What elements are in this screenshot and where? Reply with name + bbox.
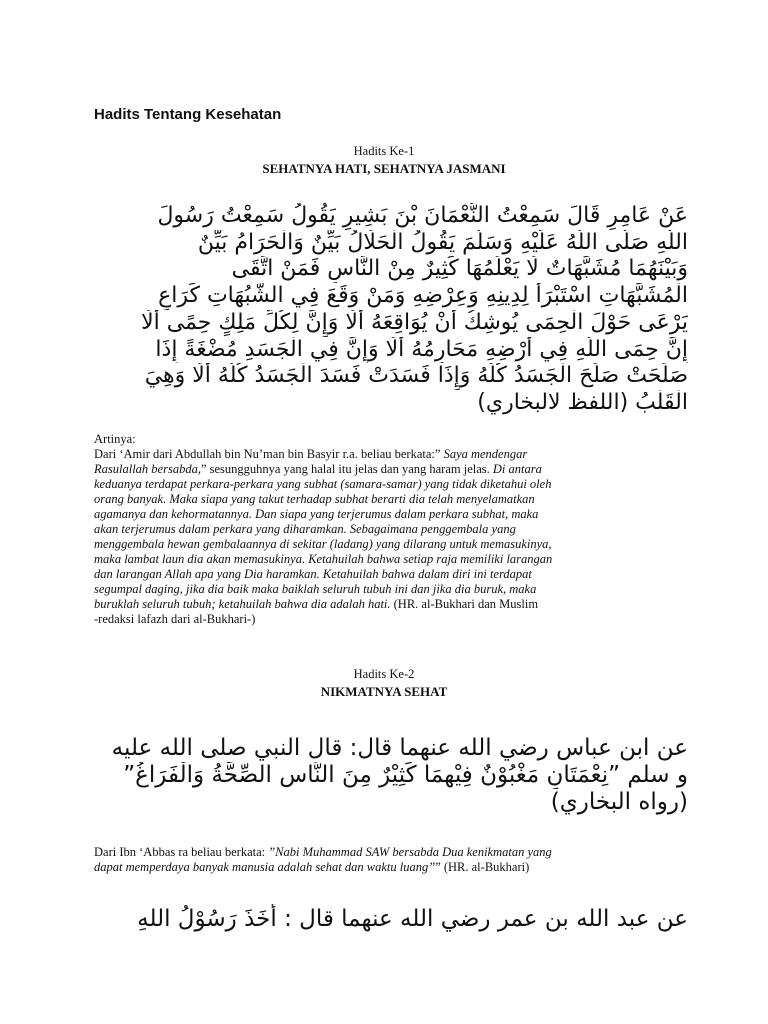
translation-line (94, 845, 684, 860)
arabic-line: عن ابن عباس رضي الله عنهما قال: قال النبي صلى الله عليه (111, 735, 688, 761)
translation-line (94, 477, 684, 492)
translation-text: keduanya terdapat perkara-perkara yang subhat (samara-samar) yang tidak diketahui oleh (94, 477, 552, 491)
arabic-line: (رواه البخاري) (550, 789, 688, 815)
arabic-line: عن عبد الله بن عمر رضي الله عنهما قال : أَخَذَ رَسُوْلُ اللهِ (137, 906, 688, 932)
translation-text: dan larangan Allah apa yang Dia haramkan. Ketahuilah bahwa dalam diri ini terdapat (94, 567, 532, 581)
translation-text: Dari ‘Amir dari Abdullah bin Nu’man bin Basyir r.a. beliau berkata:” (94, 447, 444, 461)
hadith-1-heading: SEHATNYA HATI, SEHATNYA JASMANI (262, 161, 506, 176)
hadith-1-translation (94, 447, 684, 627)
translation-line (94, 567, 684, 582)
arabic-line: وَبَيْنَهُمَا مُشَبَّهَاتٌ لَا يَعْلَمُهَا كَثِيرٌ مِنْ النَّاسِ فَمَنْ اتَّقَى (231, 256, 688, 282)
hadith-2-translation (94, 845, 684, 875)
hadith-3-arabic-text (84, 904, 688, 934)
translation-line (94, 492, 684, 507)
hadith-1-arabic-text (84, 203, 688, 417)
translation-text: akan terjerumus dalam perkara yang diharamkan. Sebagaimana penggembala yang (94, 522, 516, 536)
hadith-2-label: Hadits Ke-2 (353, 667, 415, 681)
translation-line (94, 537, 684, 552)
translation-line (94, 522, 684, 537)
arabic-line: الْقَلْبُ (اللفظ لالبخاري) (477, 389, 688, 415)
translation-line (94, 860, 684, 875)
hadith-2-arabic-text (84, 735, 688, 816)
translation-text: buruklah seluruh tubuh; ketahuilah bahwa dia adalah hati. (94, 597, 391, 611)
translation-text: menggembala hewan gembalaannya di sekitar (ladang) yang dilarang untuk memasukinya, (94, 537, 552, 551)
translation-text: agamanya dan kehormatannya. Dan siapa yang terjerumus dalam perkara subhat, maka (94, 507, 539, 521)
translation-line (94, 582, 684, 597)
translation-text: ”Nabi Muhammad SAW bersabda Dua kenikmatan yang (268, 845, 552, 859)
translation-line (94, 612, 684, 627)
translation-line (94, 507, 684, 522)
translation-heading: Artinya: (94, 432, 136, 446)
arabic-line: صَلَحَتْ صَلَحَ الْجَسَدُ كُلُّهُ وَإِذَا فَسَدَتْ فَسَدَ الْجَسَدُ كُلُّهُ أَلَا وَهِيَ (144, 363, 688, 389)
translation-text: ” (HR. al-Bukhari) (435, 860, 530, 874)
translation-text: Di antara (492, 462, 542, 476)
translation-text: Dari Ibn ‘Abbas ra beliau berkata: (94, 845, 269, 859)
translation-text: ” sesungguhnya yang halal itu jelas dan yang haram jelas. (200, 462, 493, 476)
arabic-line: عَنْ عَامِرٍ قَالَ سَمِعْتُ النُّعْمَانَ بْنَ بَشِيرٍ يَقُولُ سَمِعْتُ رَسُولَ (157, 203, 688, 228)
translation-text: dapat memperdaya banyak manusia adalah sehat dan waktu luang” (94, 860, 436, 874)
translation-text: Saya mendengar (443, 447, 528, 461)
translation-line (94, 552, 684, 567)
arabic-line: اللَّهِ صَلَّى اللَّهُ عَلَيْهِ وَسَلَّمَ يَقُولُ الْحَلَالُ بَيِّنٌ وَالْحَرَامُ بَيِّنٌ (197, 229, 688, 255)
translation-text: Rasulallah bersabda, (94, 462, 201, 476)
arabic-line: يَرْعَى حَوْلَ الْحِمَى يُوشِكُ أَنْ يُوَاقِعَهُ أَلَا وَإِنَّ لِكُلِّ مَلِكٍ حِمًى أَلَا (141, 309, 688, 335)
translation-text: (HR. al-Bukhari dan Muslim (390, 597, 539, 611)
arabic-line: و سلم ”نِعْمَتَانِ مَغْبُوْنٌ فِيْهِمَا كَثِيْرٌ مِنَ النَّاسِ الصِّحَّةُ وَالْفَرَاغُ” (123, 762, 688, 788)
translation-line (94, 597, 684, 612)
translation-text: segumpal daging, jika dia baik maka baiklah seluruh tubuh ini dan jika dia buruk, maka (94, 582, 537, 596)
translation-text: orang banyak. Maka siapa yang takut terhadap subhat berarti dia telah menyelamatkan (94, 492, 535, 506)
translation-line (94, 462, 684, 477)
hadith-2-heading: NIKMATNYA SEHAT (320, 684, 448, 699)
arabic-line: إِنَّ حِمَى اللَّهِ فِي أَرْضِهِ مَحَارِمُهُ أَلَا وَإِنَّ فِي الْجَسَدِ مُضْغَةً إِذَا (155, 336, 688, 362)
arabic-line: الْمُشَبَّهَاتِ اسْتَبْرَأَ لِدِينِهِ وَعِرْضِهِ وَمَنْ وَقَعَ فِي الشُّبُهَاتِ كَرَاعٍ (158, 283, 688, 309)
translation-line (94, 447, 684, 462)
translation-text: -redaksi lafazh dari al-Bukhari-) (94, 612, 256, 626)
hadith-1-label: Hadits Ke-1 (353, 144, 415, 158)
translation-text: maka lambat laun dia akan memasukinya. Ketahuilah bahwa setiap raja memiliki larangan (94, 552, 553, 566)
document-title: Hadits Tentang Kesehatan (94, 106, 282, 123)
